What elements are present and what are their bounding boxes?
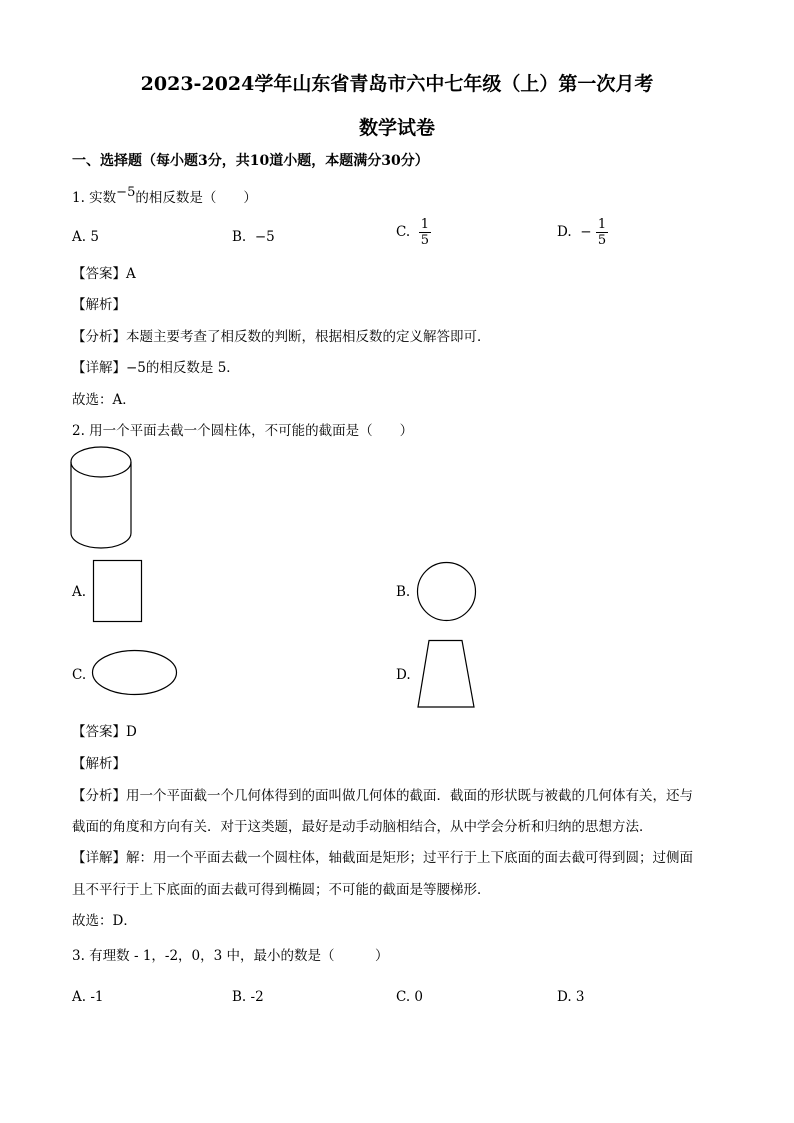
q1-option-d-sign: − <box>580 224 592 240</box>
q2-fenxi-line1: 【分析】用一个平面截一个几何体得到的面叫做几何体的截面．截面的形状既与被截的几何体有关，还与 <box>72 788 693 804</box>
q2-answer: 【答案】D <box>72 724 137 740</box>
ellipse-shape <box>93 651 177 695</box>
q1-option-d-fraction <box>596 217 608 248</box>
q1-xiangjie: 【详解】−5的相反数是 5． <box>72 360 240 376</box>
q1-stem-post: 的相反数是（ ） <box>135 190 257 206</box>
q1-stem <box>72 185 257 209</box>
q1-stem-pre: 1. 实数 <box>72 190 117 206</box>
q1-guxuan: 故选：A． <box>72 392 136 408</box>
rectangle-figure <box>93 560 143 623</box>
q1-option-c-label: C. <box>396 224 411 240</box>
rectangle-shape <box>94 561 142 622</box>
q3-option-b: B. -2 <box>232 989 264 1005</box>
q3-stem: 3. 有理数 - 1，-2，0，3 中，最小的数是（ ） <box>72 948 389 964</box>
circle-figure <box>417 562 477 622</box>
q1-option-b-label: B. <box>232 229 247 245</box>
q1-option-b-value: −5 <box>254 229 275 245</box>
q2-fenxi-line2: 截面的角度和方向有关．对于这类题，最好是动手动脑相结合，从中学会分析和归纳的思想方法． <box>72 819 653 835</box>
q3-option-a: A. -1 <box>72 989 104 1005</box>
trapezoid-shape <box>418 641 474 708</box>
q2-option-a-label: A. <box>72 584 87 600</box>
q2-option-d-label: D. <box>396 667 411 683</box>
q2-xiangjie-line2: 且不平行于上下底面的面去截可得到椭圆；不可能的截面是等腰梯形． <box>72 882 491 898</box>
q3-option-d: D. 3 <box>557 989 585 1005</box>
q2-guxuan: 故选：D． <box>72 913 137 929</box>
q2-option-b-label: B. <box>396 584 411 600</box>
q1-option-c-denominator: 5 <box>420 233 430 248</box>
q1-option-d-label: D. <box>557 224 572 240</box>
cylinder-figure <box>70 445 134 550</box>
q1-option-b <box>232 229 275 245</box>
page-subtitle: 数学试卷 <box>358 117 435 139</box>
page-title: 2023-2024学年山东省青岛市六中七年级（上）第一次月考 <box>140 73 654 95</box>
circle-shape <box>418 563 476 621</box>
cylinder-bottom-arc <box>71 533 131 548</box>
trapezoid-figure <box>417 640 475 708</box>
q2-analysis-tag: 【解析】 <box>72 756 126 772</box>
q1-option-d <box>557 217 608 248</box>
ellipse-figure <box>92 650 178 696</box>
q1-option-a: A. 5 <box>72 229 99 245</box>
q1-option-c-numerator: 1 <box>420 217 430 232</box>
cylinder-top-ellipse <box>71 447 131 477</box>
q1-option-d-denominator: 5 <box>597 233 607 248</box>
q1-stem-value: −5 <box>116 185 136 200</box>
q1-analysis-tag: 【解析】 <box>72 297 126 313</box>
q1-option-c-fraction <box>419 217 431 248</box>
q2-xiangjie-line1: 【详解】解：用一个平面去截一个圆柱体，轴截面是矩形；过平行于上下底面的面去截可得到圆；过侧面 <box>72 850 693 866</box>
section-heading: 一、选择题（每小题3分，共10道小题，本题满分30分） <box>72 153 429 169</box>
q1-answer: 【答案】A <box>72 266 136 282</box>
q2-stem: 2. 用一个平面去截一个圆柱体，不可能的截面是（ ） <box>72 423 414 439</box>
q1-option-d-numerator: 1 <box>597 217 607 232</box>
q1-option-c <box>396 217 431 248</box>
q3-option-c: C. 0 <box>396 989 424 1005</box>
q1-fenxi: 【分析】本题主要考查了相反数的判断，根据相反数的定义解答即可． <box>72 329 491 345</box>
q2-option-c-label: C. <box>72 667 87 683</box>
